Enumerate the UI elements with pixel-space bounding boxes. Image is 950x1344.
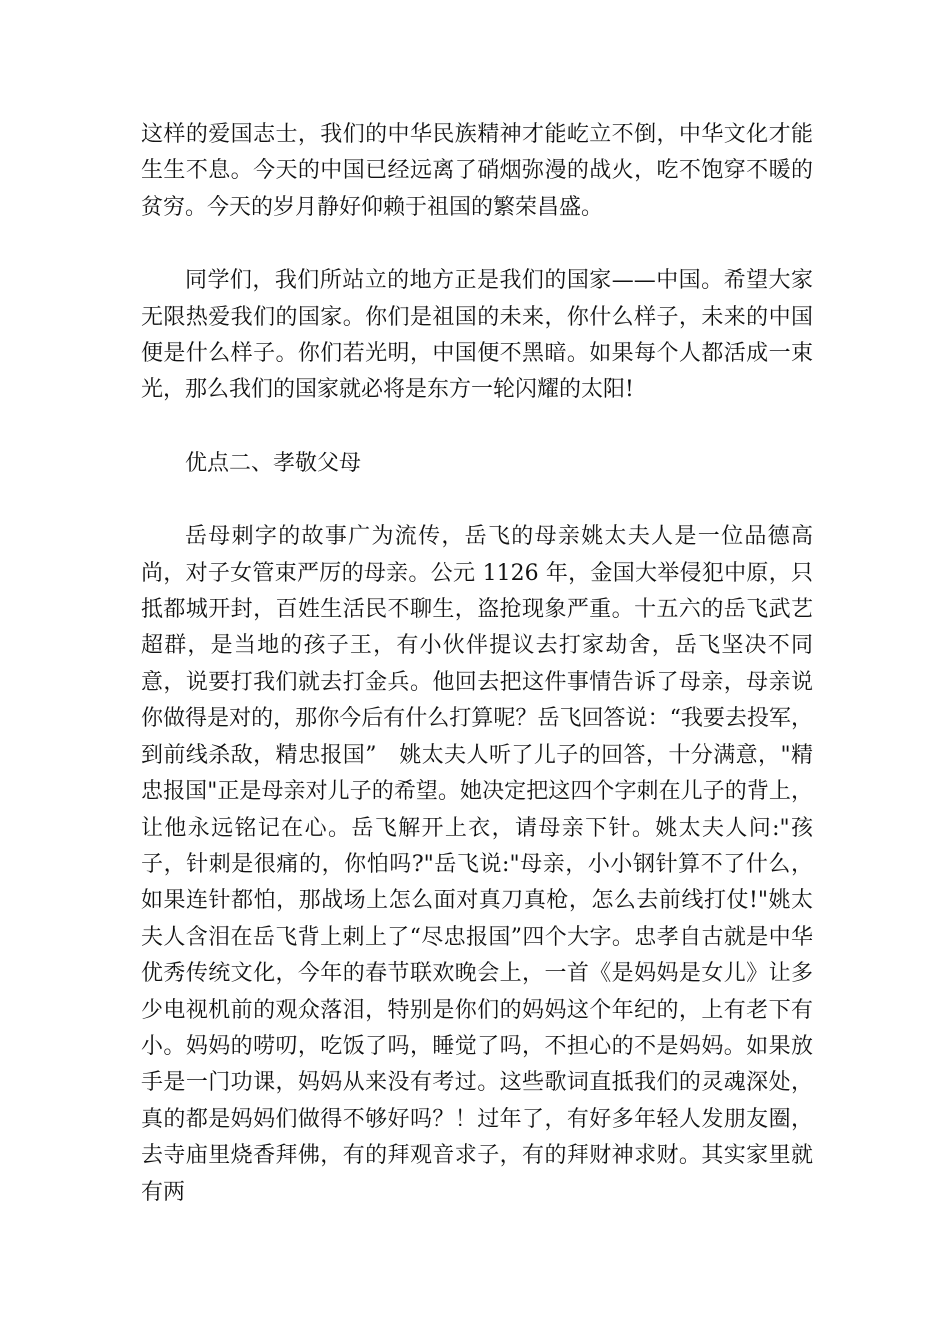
document-body bbox=[141, 117, 813, 1211]
section-heading-filial-piety: 优点二、孝敬父母 bbox=[185, 450, 362, 476]
paragraph-yue-fei-story: 岳母刺字的故事广为流传，岳飞的母亲姚太夫人是一位品德高尚，对子女管束严厉的母亲。公元 1126 年，金国大举侵犯中原，只抵都城开封，百姓生活民不聊生，盗抢现象严重。十五六的岳飞武艺超群，是当地的孩子王，有小伙伴提议去打家劫舍，岳飞坚决不同意，说要打我们就去打金兵。他回去把这件事情告诉了母亲，母亲说你做得是对的，那你今后有什么打算呢？岳飞回答说：“我要去投军，到前线杀敌，精忠报国” 姚太夫人听了儿子的回答，十分满意，"精忠报国"正是母亲对儿子的希望。她决定把这四个字刺在儿子的背上，让他永远铭记在心。岳飞解开上衣，请母亲下针。姚太夫人问:"孩子，针刺是很痛的，你怕吗?"岳飞说:"母亲，小小钢针算不了什么，如果连针都怕，那战场上怎么面对真刀真枪，怎么去前线打仗!"姚太夫人含泪在岳飞背上刺上了“尽忠报国”四个大字。忠孝自古就是中华优秀传统文化，今年的春节联欢晚会上，一首《是妈妈是女儿》让多少电视机前的观众落泪，特别是你们的妈妈这个年纪的，上有老下有小。妈妈的唠叨，吃饭了吗，睡觉了吗，不担心的不是妈妈。如果放手是一门功课，妈妈从来没有考过。这些歌词直抵我们的灵魂深处，真的都是妈妈们做得不够好吗？！过年了，有好多年轻人发朋友圈，去寺庙里烧香拜佛，有的拜观音求子，有的拜财神求财。其实家里就有两 bbox=[141, 524, 813, 1205]
paragraph-love-country: 同学们，我们所站立的地方正是我们的国家——中国。希望大家无限热爱我们的国家。你们是祖国的未来，你什么样子，未来的中国便是什么样子。你们若光明，中国便不黑暗。如果每个人都活成一束光，那么我们的国家就必将是东方一轮闪耀的太阳! bbox=[141, 268, 813, 403]
paragraph-patriotism-closing: 这样的爱国志士，我们的中华民族精神才能屹立不倒，中华文化才能生生不息。今天的中国已经远离了硝烟弥漫的战火，吃不饱穿不暖的贫穷。今天的岁月静好仰赖于祖国的繁荣昌盛。 bbox=[141, 122, 813, 220]
